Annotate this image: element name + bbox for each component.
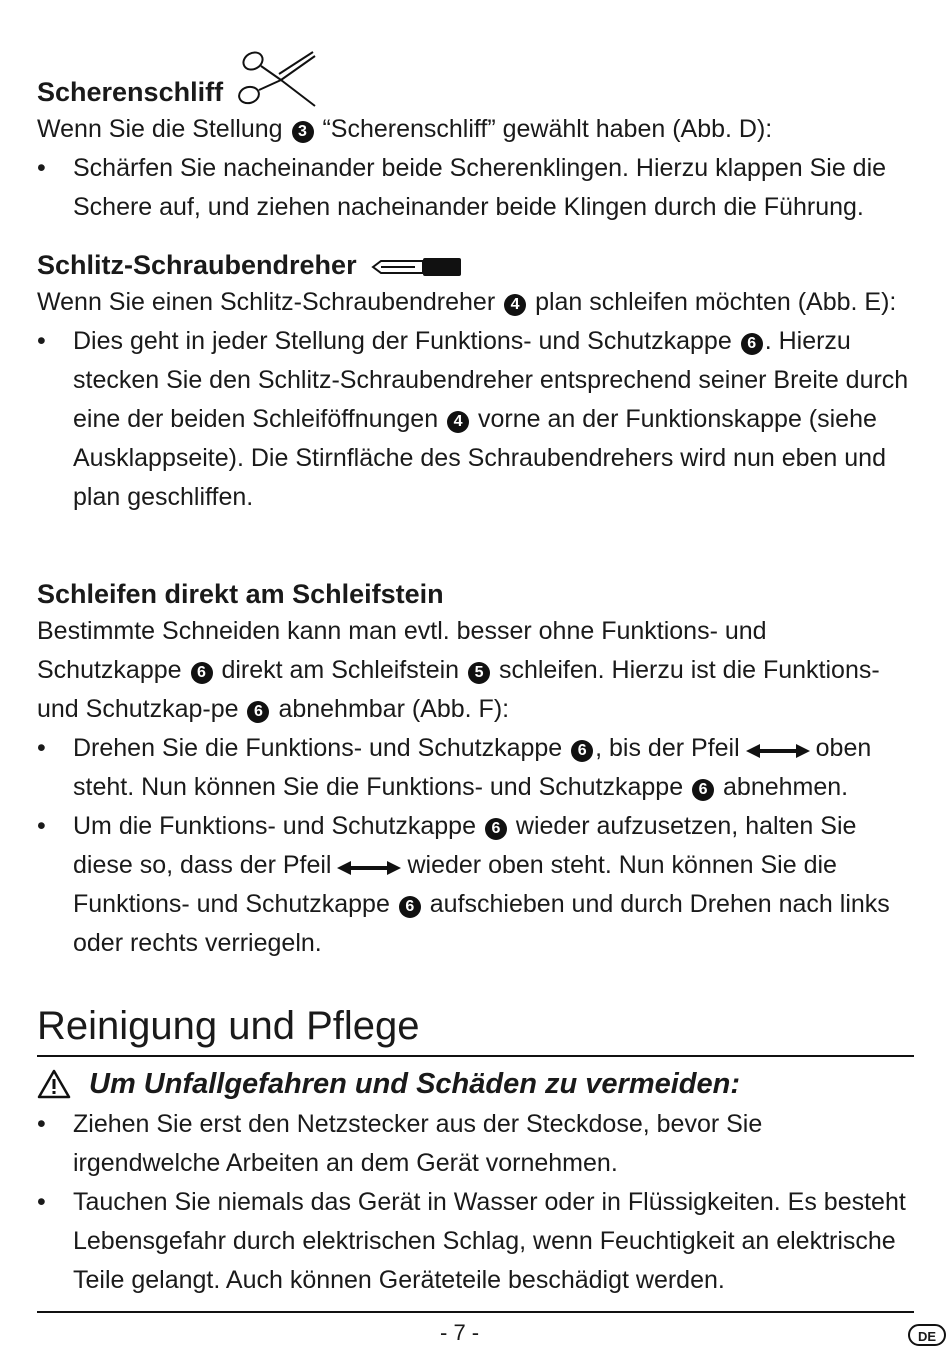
list-item: • Drehen Sie die Funktions- und Schutzkappe 6 , bis der Pfeil oben steht. Nun können Sie die Funktions- und Schutzkappe 6 abnehmen. [37, 729, 914, 807]
list-item: • Dies geht in jeder Stellung der Funktions- und Schutzkappe 6 . Hierzu stecken Sie den Schlitz-Schraubendreher entsprechend seiner Breite durch eine der beiden Schleiföffnungen 4 vorne an der Funktionskappe (siehe Ausklappseite). Die Stirnfläche des Schraubendrehers wird nun eben und plan geschliffen. [37, 322, 914, 517]
double-arrow-icon [746, 743, 810, 759]
double-arrow-icon [337, 860, 401, 876]
num-badge: 6 [571, 740, 593, 762]
page-content [37, 0, 914, 1300]
screwdriver-icon [371, 256, 463, 278]
num-badge: 6 [741, 333, 763, 355]
num-badge: 6 [485, 818, 507, 840]
language-badge: DE [908, 1324, 946, 1346]
footer-divider [37, 1311, 914, 1313]
direct-heading: Schleifen direkt am Schleifstein [37, 579, 444, 609]
num-badge: 6 [191, 662, 213, 684]
num-badge: 4 [447, 411, 469, 433]
care-list [37, 1105, 914, 1300]
num-badge: 5 [468, 662, 490, 684]
list-item: • Schärfen Sie nacheinander beide Scherenklingen. Hierzu klappen Sie die Schere auf, und ziehen nacheinander beide Klingen durch die Führung. [37, 149, 914, 227]
warning-heading: Um Unfallgefahren und Schäden zu vermeiden: [37, 1063, 914, 1105]
direct-list [37, 729, 914, 963]
num-badge: 6 [247, 701, 269, 723]
list-item: • Um die Funktions- und Schutzkappe 6 wieder aufzusetzen, halten Sie diese so, dass der Pfeil wieder oben steht. Nun können Sie die Funktions- und Schutzkappe 6 aufschieben und durch Drehen nach links oder rechts verriegeln. [37, 807, 914, 963]
scissors-list [37, 149, 914, 227]
screwdriver-heading: Schlitz-Schraubendreher [37, 247, 914, 283]
list-item: • Tauchen Sie niemals das Gerät in Wasser oder in Flüssigkeiten. Es besteht Lebensgefahr durch elektrischen Schlag, wenn Feuchtigkeit an elektrische Teile gelangt. Auch können Geräteteile beschädigt werden. [37, 1183, 914, 1300]
warning-icon [37, 1069, 71, 1099]
scissors-icon [235, 48, 317, 110]
num-badge: 6 [692, 779, 714, 801]
screwdriver-intro: Wenn Sie einen Schlitz-Schraubendreher 4 plan schleifen möchten (Abb. E): [37, 288, 897, 316]
num-badge: 3 [292, 121, 314, 143]
list-item: • Ziehen Sie erst den Netzstecker aus der Steckdose, bevor Sie irgendwelche Arbeiten an dem Gerät vornehmen. [37, 1105, 914, 1183]
num-badge: 6 [399, 896, 421, 918]
care-heading: Reinigung und Pflege [37, 1001, 914, 1057]
num-badge: 4 [504, 294, 526, 316]
scissors-heading: Scherenschliff [37, 48, 914, 110]
scissors-intro: Wenn Sie die Stellung 3 “Scherenschliff” gewählt haben (Abb. D): [37, 115, 773, 143]
page-number: - 7 - [440, 1320, 480, 1345]
screwdriver-list [37, 322, 914, 517]
direct-intro: Bestimmte Schneiden kann man evtl. besser ohne Funktions- und Schutzkappe 6 direkt am Schleifstein 5 schleifen. Hierzu ist die Funktions- und Schutzkap-pe 6 abnehmbar (Abb. F): [37, 617, 880, 723]
